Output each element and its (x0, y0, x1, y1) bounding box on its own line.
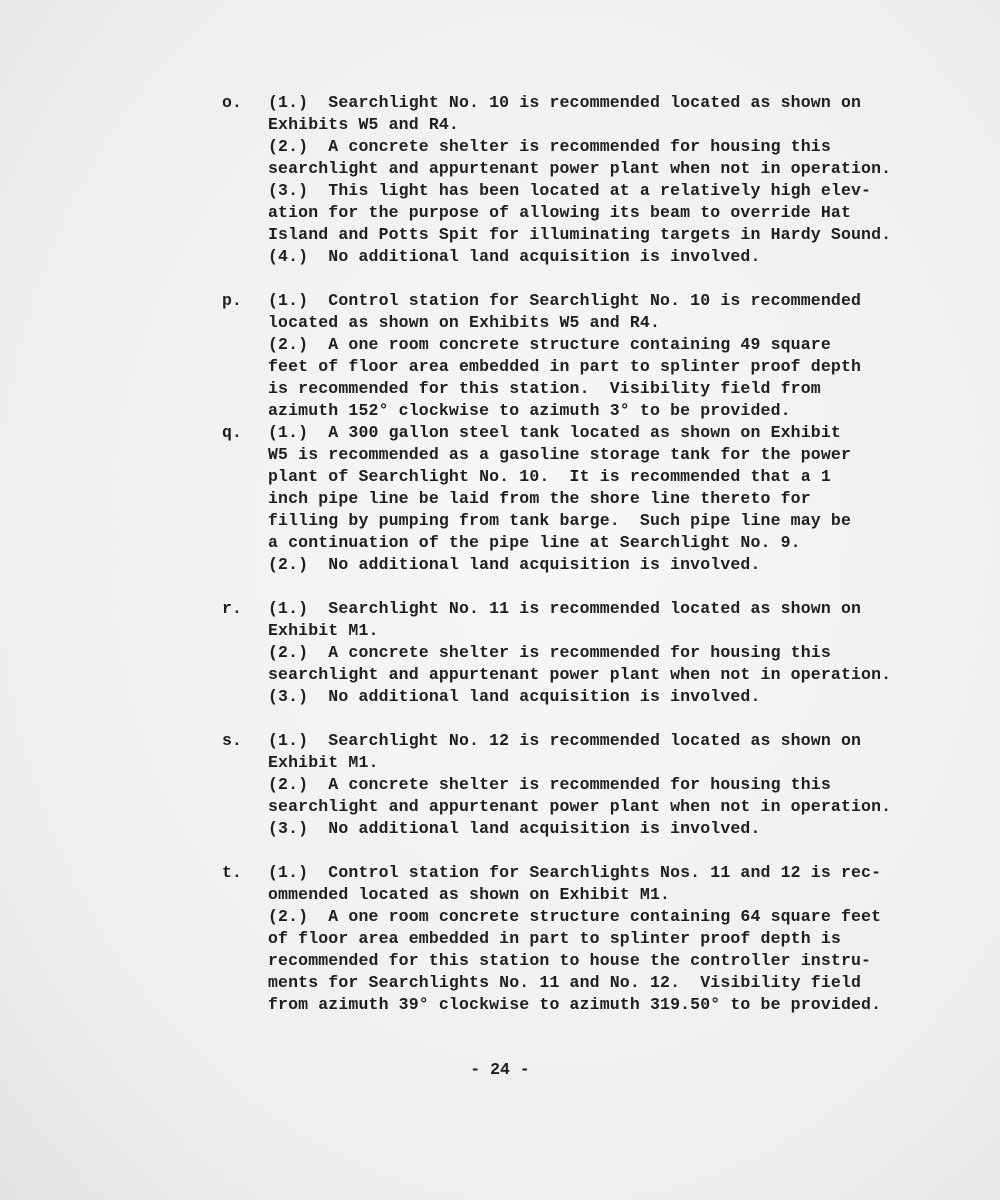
text-line: located as shown on Exhibits W5 and R4. (268, 313, 661, 332)
text-line: (2.) A concrete shelter is recommended for housing this (268, 137, 831, 156)
text-line: Exhibits W5 and R4. (268, 115, 459, 134)
text-line: Exhibit M1. (268, 621, 379, 640)
text-line: ments for Searchlights No. 11 and No. 12. Visibility field (268, 973, 862, 992)
text-line: (3.) No additional land acquisition is involved. (268, 687, 761, 706)
section-r (222, 598, 942, 708)
text-line: (2.) A one room concrete structure containing 49 square (268, 335, 831, 354)
text-line: searchlight and appurtenant power plant when not in operation. (268, 665, 892, 684)
text-line: (1.) Searchlight No. 11 is recommended located as shown on (268, 599, 862, 618)
text-line: (2.) No additional land acquisition is involved. (268, 555, 761, 574)
text-line: (4.) No additional land acquisition is involved. (268, 247, 761, 266)
text-line: recommended for this station to house the controller instru- (268, 951, 872, 970)
text-line: ommended located as shown on Exhibit M1. (268, 885, 671, 904)
text-line: a continuation of the pipe line at Searchlight No. 9. (268, 533, 801, 552)
section-letter: q. (222, 423, 242, 442)
text-line: (1.) Searchlight No. 10 is recommended located as shown on (268, 93, 862, 112)
section-s (222, 730, 942, 840)
text-line: plant of Searchlight No. 10. It is recommended that a 1 (268, 467, 831, 486)
section-letter: r. (222, 599, 242, 618)
text-line: inch pipe line be laid from the shore line thereto for (268, 489, 811, 508)
text-line: (2.) A concrete shelter is recommended for housing this (268, 643, 831, 662)
section-letter: t. (222, 863, 242, 882)
text-line: ation for the purpose of allowing its beam to override Hat (268, 203, 851, 222)
text-line: Exhibit M1. (268, 753, 379, 772)
text-line: (1.) Control station for Searchlights Nos. 11 and 12 is rec- (268, 863, 882, 882)
text-line: feet of floor area embedded in part to splinter proof depth (268, 357, 862, 376)
text-line: W5 is recommended as a gasoline storage tank for the power (268, 445, 851, 464)
text-line: azimuth 152° clockwise to azimuth 3° to be provided. (268, 401, 791, 420)
page-number: - 24 - (470, 1060, 530, 1079)
text-line: (1.) Control station for Searchlight No. 10 is recommended (268, 291, 862, 310)
section-letter: s. (222, 731, 242, 750)
section-letter: p. (222, 291, 242, 310)
text-line: searchlight and appurtenant power plant when not in operation. (268, 797, 892, 816)
section-o (222, 92, 942, 268)
section-letter: o. (222, 93, 242, 112)
document-body (222, 92, 942, 1016)
text-line: filling by pumping from tank barge. Such pipe line may be (268, 511, 851, 530)
text-line: (1.) Searchlight No. 12 is recommended located as shown on (268, 731, 862, 750)
text-line: is recommended for this station. Visibility field from (268, 379, 821, 398)
text-line: (3.) This light has been located at a relatively high elev- (268, 181, 872, 200)
text-line: searchlight and appurtenant power plant when not in operation. (268, 159, 892, 178)
text-line: (3.) No additional land acquisition is involved. (268, 819, 761, 838)
section-q (222, 422, 942, 576)
text-line: of floor area embedded in part to splinter proof depth is (268, 929, 841, 948)
text-line: (2.) A one room concrete structure containing 64 square feet (268, 907, 882, 926)
section-p (222, 290, 942, 422)
text-line: from azimuth 39° clockwise to azimuth 319.50° to be provided. (268, 995, 882, 1014)
text-line: (2.) A concrete shelter is recommended for housing this (268, 775, 831, 794)
text-line: (1.) A 300 gallon steel tank located as shown on Exhibit (268, 423, 841, 442)
text-line: Island and Potts Spit for illuminating targets in Hardy Sound. (268, 225, 892, 244)
section-t (222, 862, 942, 1016)
